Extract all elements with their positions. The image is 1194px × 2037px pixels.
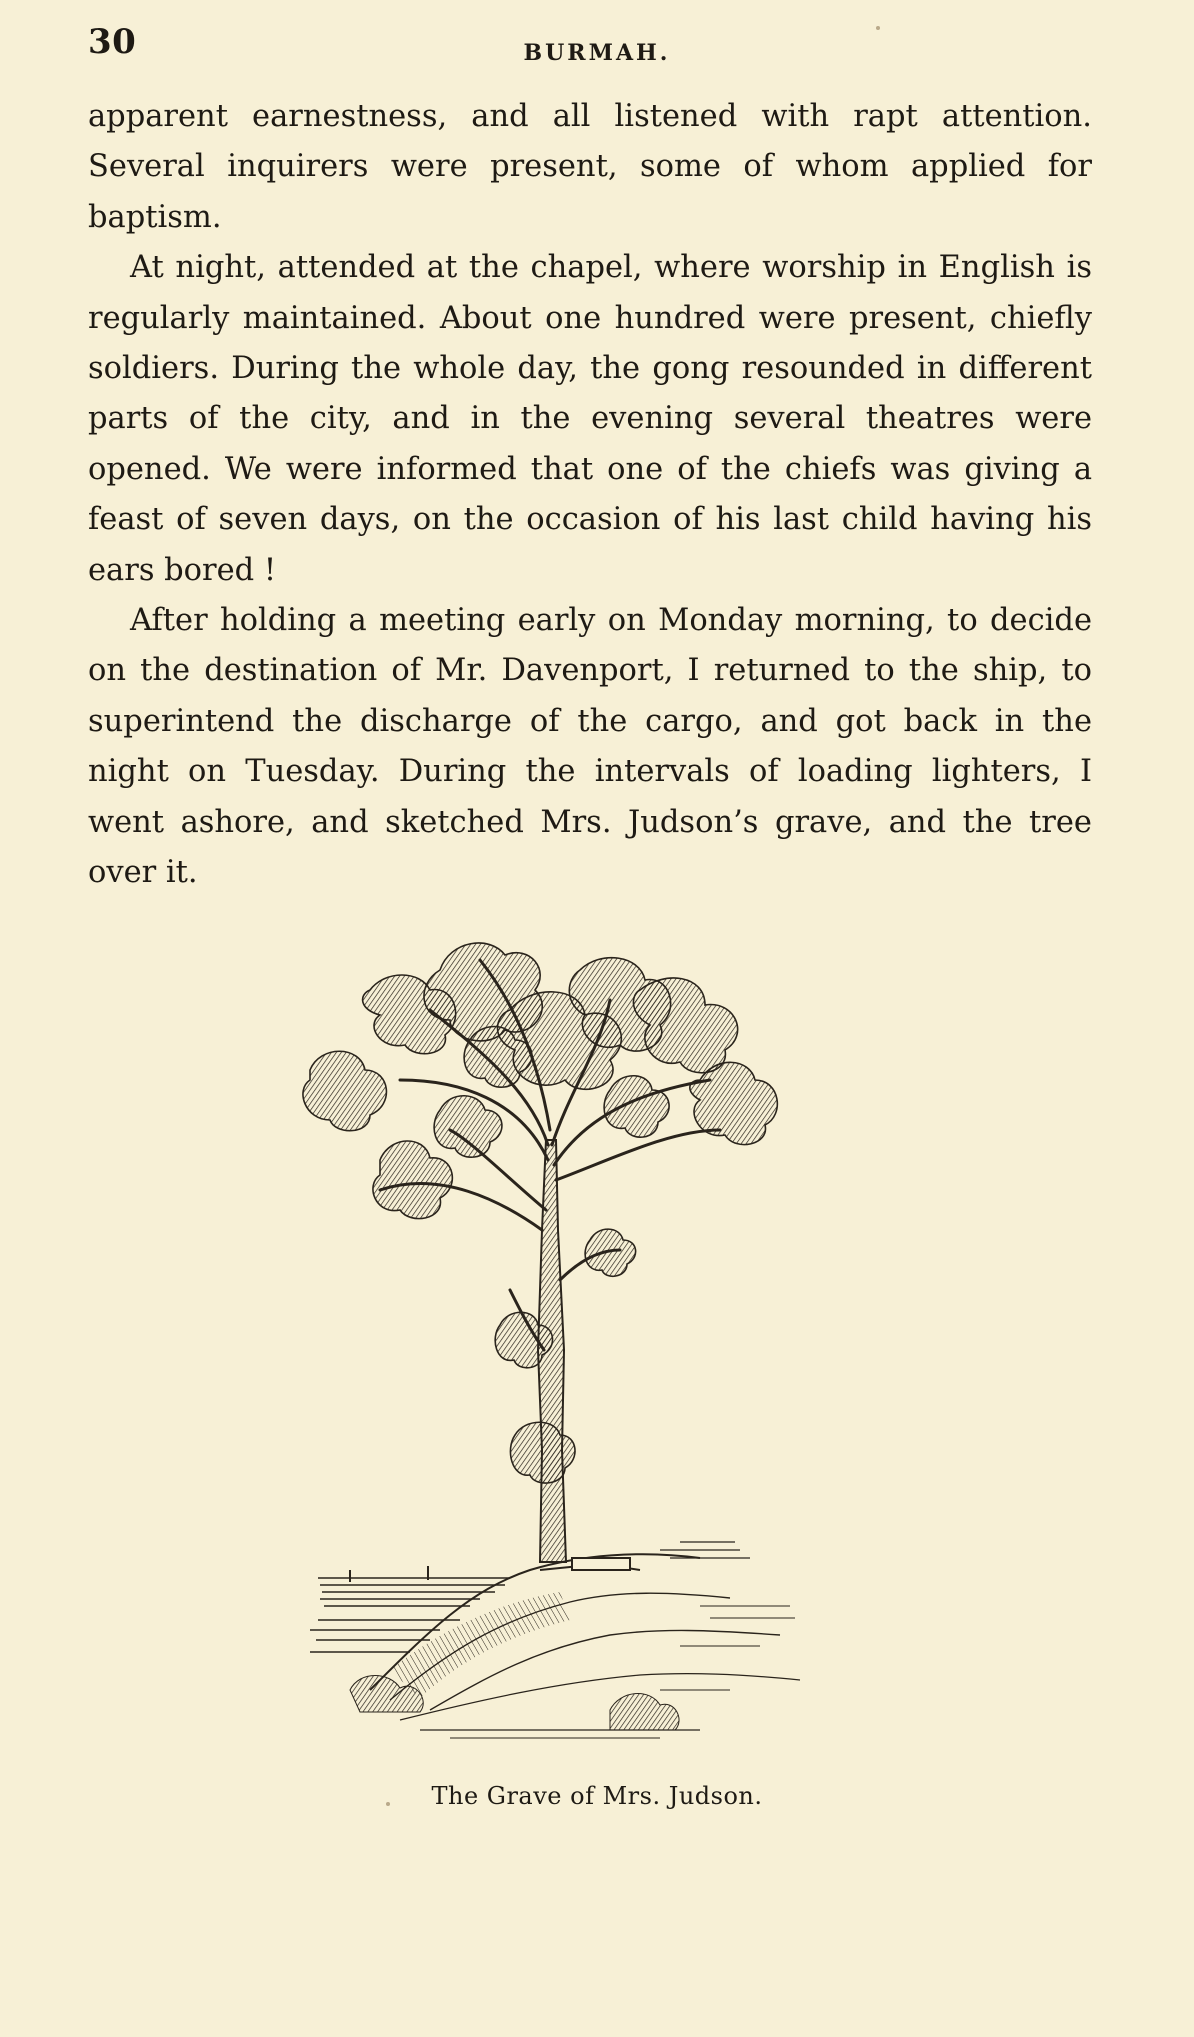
paragraph-chapel: At night, attended at the chapel, where worship in English is regularly maintained. About one hundred were present, chiefly soldiers. During the whole day, the gong resounded in different parts of the city, and in the evening several theatres were opened. We were informed that one of the chiefs was giving a feast of seven days, on the occasion of his last child having his ears bored !	[88, 250, 1092, 588]
grave-tree-engraving	[280, 930, 840, 1750]
paper-speck	[386, 1802, 390, 1806]
paper-speck	[876, 26, 880, 30]
figure-caption: The Grave of Mrs. Judson.	[431, 1782, 763, 1810]
right-bush	[610, 1694, 679, 1730]
distant-boats	[350, 1566, 428, 1582]
paragraph-monday: After holding a meeting early on Monday morning, to decide on the destination of Mr. Davenport, I returned to the ship, to superintend the discharge of the cargo, and got back in the night on Tuesday. During the intervals of loading lighters, I went ashore, and sketched Mrs. Judson’s grave, and the tree over it.	[88, 603, 1092, 891]
paragraph-continued: apparent earnestness, and all listened with rapt attention. Several inquirers were present, some of whom applied for baptism.	[88, 99, 1092, 235]
running-title: BURMAH.	[523, 40, 671, 66]
grave-slab	[572, 1558, 630, 1570]
body-text	[88, 92, 1092, 899]
page-number: 30	[88, 22, 137, 62]
